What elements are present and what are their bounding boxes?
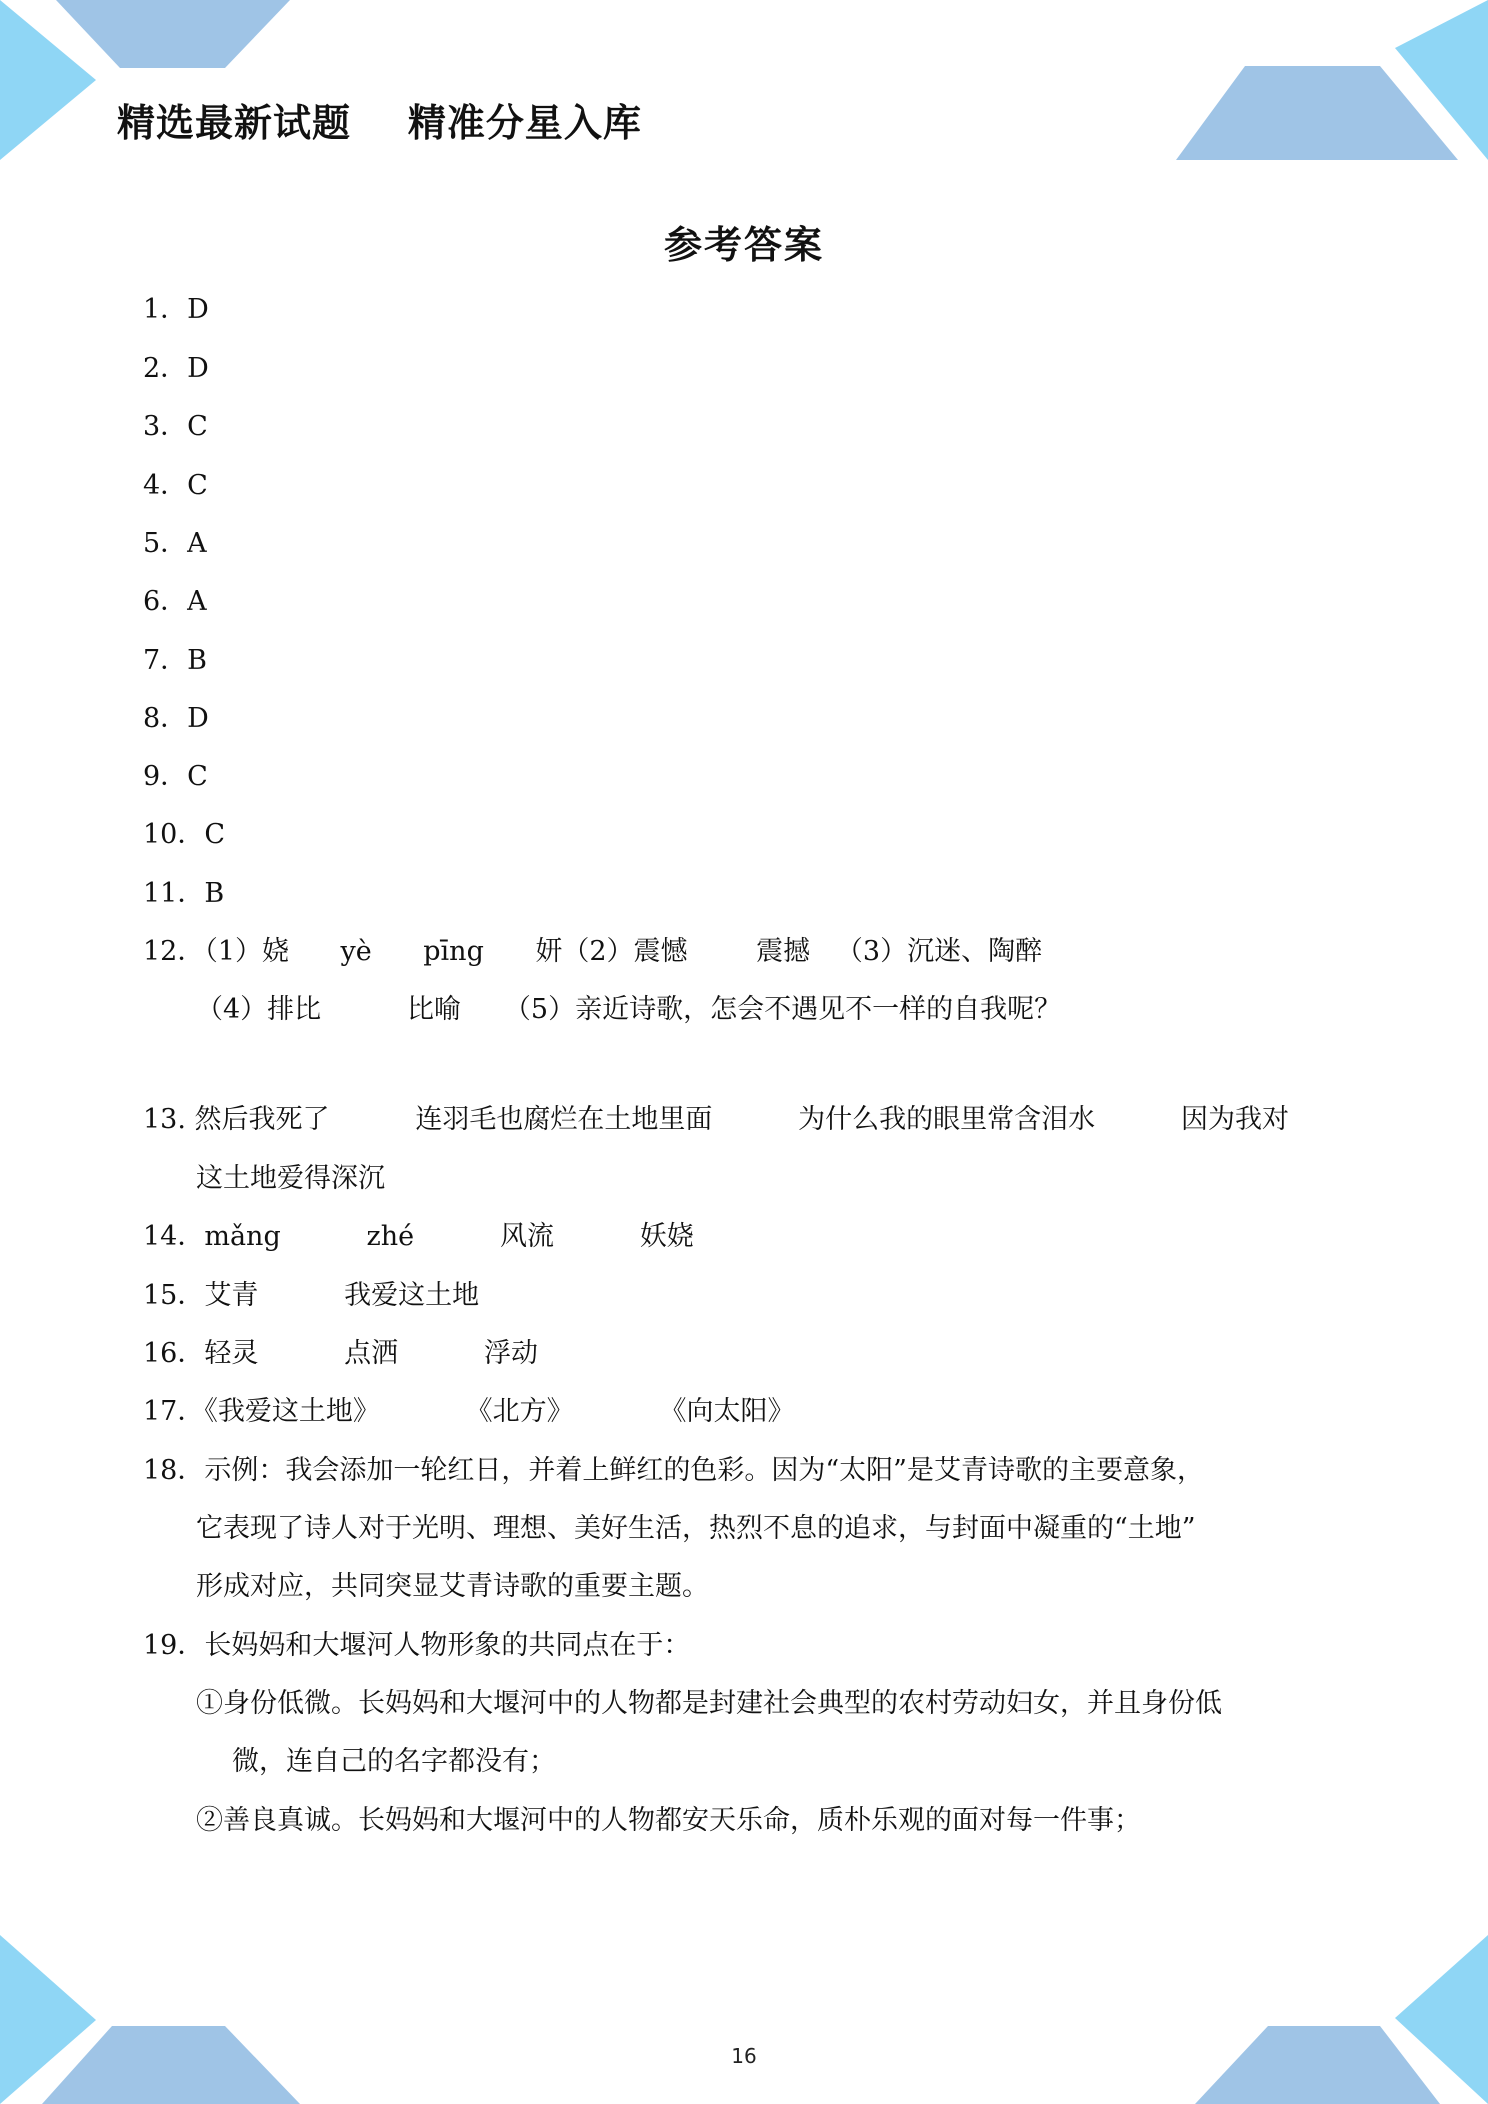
- answer-7: 7．B: [143, 645, 208, 676]
- answer-3: 3．C: [143, 411, 208, 442]
- answer-17: 17．《我爱这土地》 《北方》 《向太阳》: [143, 1396, 795, 1427]
- answer-12-line-2: （4）排比 比喻 （5）亲近诗歌，怎会不遇见不一样的自我呢？: [196, 994, 1062, 1025]
- answer-6: 6．A: [143, 586, 207, 617]
- header-slogan: 精选最新试题 精准分星入库: [117, 101, 642, 145]
- answer-8: 8．D: [143, 703, 209, 734]
- answer-19-point-1-line-1: ①身份低微。长妈妈和大堰河中的人物都是封建社会典型的农村劳动妇女，并且身份低: [196, 1688, 1222, 1719]
- answer-2: 2．D: [143, 353, 209, 384]
- answer-5: 5．A: [143, 528, 207, 559]
- answer-4: 4．C: [143, 470, 208, 501]
- top-right-trapezoid: [1176, 66, 1458, 160]
- answer-11: 11．B: [143, 878, 225, 909]
- page-title: 参考答案: [663, 223, 824, 267]
- answer-19-intro: 19．长妈妈和大堰河人物形象的共同点在于：: [143, 1630, 691, 1661]
- answer-14: 14．mǎng zhé 风流 妖娆: [143, 1221, 694, 1252]
- answer-18-line-3: 形成对应，共同突显艾青诗歌的重要主题。: [196, 1571, 709, 1602]
- answer-18-line-1: 18．示例：我会添加一轮红日，并着上鲜红的色彩。因为“太阳”是艾青诗歌的主要意象，: [143, 1455, 1204, 1486]
- answer-13-line-2: 这土地爱得深沉: [196, 1163, 385, 1194]
- answer-10: 10．C: [143, 819, 226, 850]
- answer-15: 15．艾青 我爱这土地: [143, 1280, 480, 1311]
- answer-19-point-2: ②善良真诚。长妈妈和大堰河中的人物都安天乐命，质朴乐观的面对每一件事；: [196, 1805, 1141, 1836]
- answer-18-line-2: 它表现了诗人对于光明、理想、美好生活，热烈不息的追求，与封面中凝重的“土地”: [196, 1513, 1196, 1544]
- page-number: 16: [731, 2044, 757, 2068]
- answer-19-point-1-line-2: 微，连自己的名字都没有；: [232, 1746, 556, 1777]
- answer-1: 1．D: [143, 294, 209, 325]
- answer-16: 16．轻灵 点洒 浮动: [143, 1338, 539, 1369]
- answer-12-line-1: 12．（1）娆 yè pīng 妍（2）震憾 震撼 （3）沉迷、陶醉: [143, 936, 1043, 967]
- top-left-trapezoid: [56, 0, 290, 68]
- answer-13-line-1: 13. 然后我死了 连羽毛也腐烂在土地里面 为什么我的眼里常含泪水 因为我对: [143, 1104, 1289, 1135]
- answer-9: 9．C: [143, 761, 208, 792]
